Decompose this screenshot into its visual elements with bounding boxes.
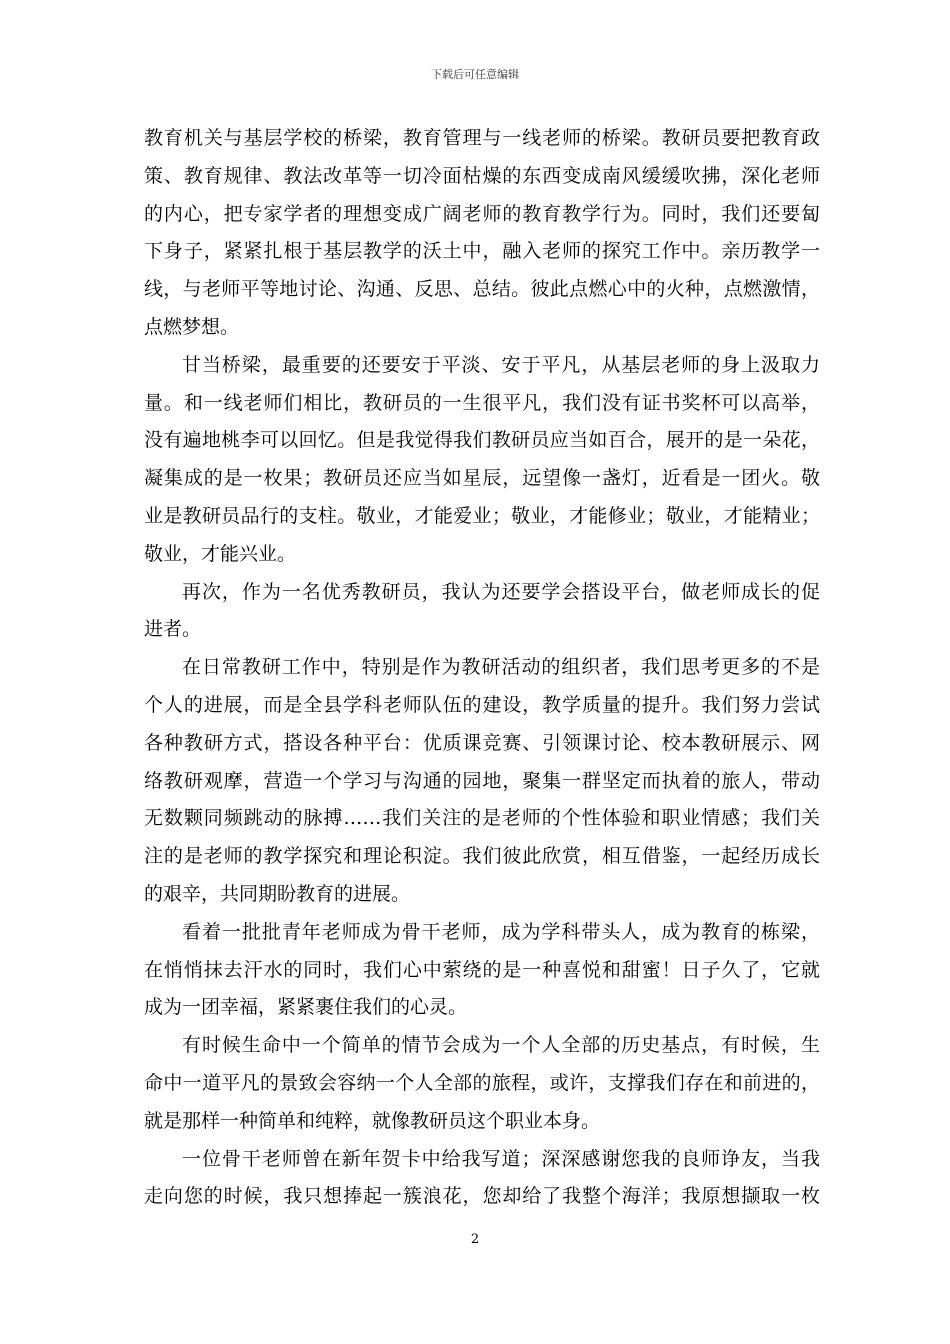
text-line: 有时候生命中一个简单的情节会成为一个人全部的历史基点，有时候，生	[182, 1034, 820, 1057]
text-line: 络教研观摩，营造一个学习与沟通的园地，聚集一群坚定而执着的旅人，带动	[144, 769, 820, 792]
document-body	[144, 120, 820, 1216]
text-line: 教育机关与基层学校的桥梁，教育管理与一线老师的桥梁。教研员要把教育政	[144, 127, 820, 149]
text-line: 业是教研员品行的支柱。敬业，才能爱业；敬业，才能修业；敬业，才能精业；	[144, 504, 820, 527]
text-line: 一位骨干老师曾在新年贺卡中给我写道；深深感谢您我的良师诤友，当我	[182, 1147, 820, 1170]
text-line: 点燃梦想。	[144, 315, 240, 338]
text-line: 策、教育规律、教法改革等一切冷面枯燥的东西变成南风缓缓吹拂，深化老师	[144, 164, 820, 187]
text-line: 下身子，紧紧扎根于基层教学的沃土中，融入老师的探究工作中。亲历教学一	[144, 240, 820, 263]
page-number: 2	[470, 1232, 480, 1247]
text-line: 敬业，才能兴业。	[144, 542, 297, 565]
text-line: 命中一道平凡的景致会容纳一个人全部的旅程，或许，支撑我们存在和前进的，	[144, 1071, 820, 1094]
text-line: 线，与老师平等地讨论、沟通、反思、总结。彼此点燃心中的火种，点燃激情，	[144, 278, 820, 301]
text-line: 的艰辛，共同期盼教育的进展。	[144, 882, 411, 905]
text-line: 再次，作为一名优秀教研员，我认为还要学会搭设平台，做老师成长的促	[182, 580, 820, 603]
text-line: 走向您的时候，我只想捧起一簇浪花，您却给了我整个海洋；我原想撷取一枚	[144, 1185, 820, 1208]
text-line: 甘当桥梁，最重要的还要安于平淡、安于平凡，从基层老师的身上汲取力	[182, 353, 820, 376]
text-line: 的内心，把专家学者的理想变成广阔老师的教育教学行为。同时，我们还要匐	[144, 202, 820, 225]
text-line: 个人的进展，而是全县学科老师队伍的建设，教学质量的提升。我们努力尝试	[144, 693, 820, 716]
text-line: 就是那样一种简单和纯粹，就像教研员这个职业本身。	[144, 1109, 601, 1132]
text-line: 量。和一线老师们相比，教研员的一生很平凡，我们没有证书奖杯可以高举，	[144, 391, 820, 414]
header-note: 下载后可任意编辑	[431, 68, 519, 81]
text-line: 进者。	[144, 618, 202, 641]
text-line: 各种教研方式，搭设各种平台：优质课竞赛、引领课讨论、校本教研展示、网	[144, 731, 820, 754]
text-line: 凝集成的是一枚果；教研员还应当如星辰，远望像一盏灯，近看是一团火。敬	[144, 467, 820, 490]
text-line: 无数颗同频跳动的脉搏……我们关注的是老师的个性体验和职业情感；我们关	[144, 807, 820, 830]
text-line: 在日常教研工作中，特别是作为教研活动的组织者，我们思考更多的不是	[182, 656, 820, 679]
text-line: 成为一团幸福，紧紧裹住我们的心灵。	[144, 996, 468, 1019]
text-line: 没有遍地桃李可以回忆。但是我觉得我们教研员应当如百合，展开的是一朵花，	[144, 429, 820, 452]
text-line: 看着一批批青年老师成为骨干老师，成为学科带头人，成为教育的栋梁，	[182, 920, 820, 943]
text-line: 注的是老师的教学探究和理论积淀。我们彼此欣赏，相互借鉴，一起经历成长	[144, 845, 820, 868]
text-line: 在悄悄抹去汗水的同时，我们心中萦绕的是一种喜悦和甜蜜！日子久了，它就	[144, 958, 820, 981]
